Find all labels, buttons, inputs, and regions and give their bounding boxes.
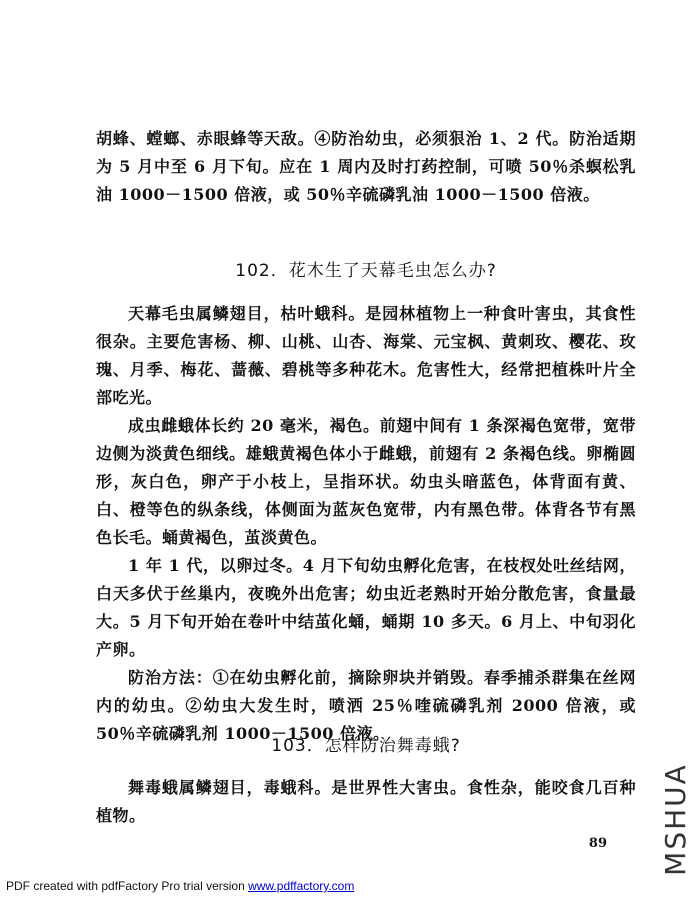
section-heading-102: 102．花木生了天幕毛虫怎么办? xyxy=(235,261,497,281)
section-103-body xyxy=(96,774,636,830)
paragraph: 1 年 1 代，以卵过冬。4 月下旬幼虫孵化危害，在枝杈处吐丝结网，白天多伏于丝巢内，夜晚外出危害；幼虫近老熟时开始分散危害，食量最大。5 月下旬开始在卷叶中结茧化蛹，蛹期 10 多天。6 月上、中旬羽化产卵。 xyxy=(96,556,636,659)
paragraph: 天幕毛虫属鳞翅目，枯叶蛾科。是园林植物上一种食叶害虫，其食性很杂。主要危害杨、柳、山桃、山杏、海棠、元宝枫、黄刺玫、樱花、玫瑰、月季、梅花、蔷薇、碧桃等多种花木。危害性大，经常把植株叶片全部吃光。 xyxy=(96,304,636,407)
watermark-text: MSHUA xyxy=(658,762,692,876)
watermark xyxy=(659,749,691,889)
page-number: 89 xyxy=(588,836,607,851)
footer-link[interactable]: www.pdffactory.com xyxy=(248,879,355,893)
section-heading-103: 103．怎样防治舞毒蛾? xyxy=(271,736,461,756)
paragraph: 防治方法：①在幼虫孵化前，摘除卵块并销毁。春季捕杀群集在丝网内的幼虫。②幼虫大发生时，喷洒 25％喹硫磷乳剂 2000 倍液，或 50％辛硫磷乳剂 1000－1500 倍液。 xyxy=(96,668,636,743)
footer-text: PDF created with pdfFactory Pro trial version xyxy=(6,879,249,893)
paragraph: 成虫雌蛾体长约 20 毫米，褐色。前翅中间有 1 条深褐色宽带，宽带边侧为淡黄色细线。雄蛾黄褐色体小于雌蛾，前翅有 2 条褐色线。卵椭圆形，灰白色，卵产于小枝上，呈指环状。幼虫头暗蓝色，体背面有黄、白、橙等色的纵条线，体侧面为蓝灰色宽带，内有黑色带。体背各节有黑色长毛。蛹黄褐色，茧淡黄色。 xyxy=(96,416,636,547)
section-102-body xyxy=(96,300,636,748)
paragraph: 舞毒蛾属鳞翅目，毒蛾科。是世界性大害虫。食性杂，能咬食几百种植物。 xyxy=(96,778,636,825)
continued-paragraph: 胡蜂、螳螂、赤眼蜂等天敌。④防治幼虫，必须狠治 1、2 代。防治适期为 5 月中至 6 月下旬。应在 1 周内及时打药控制，可喷 50％杀螟松乳油 1000－1500 倍液，或 50％辛硫磷乳油 1000－1500 倍液。 xyxy=(96,129,636,204)
pdf-footer xyxy=(6,879,354,893)
top-text-block xyxy=(96,125,636,209)
